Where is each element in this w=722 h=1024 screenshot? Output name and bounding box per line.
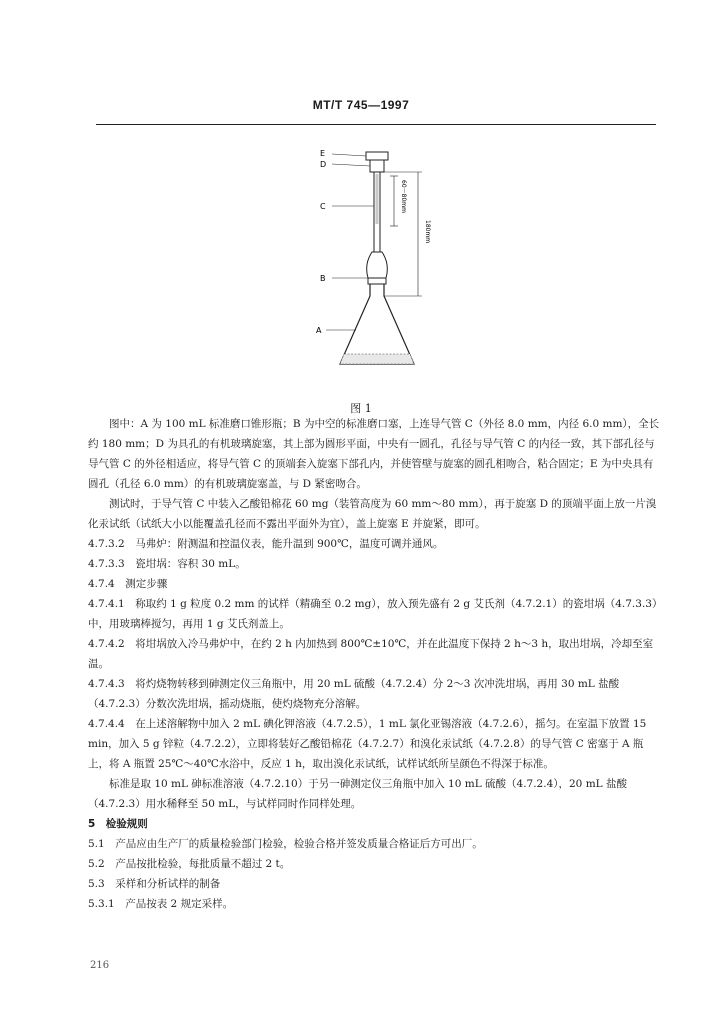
flask-liquid (340, 354, 414, 364)
section-heading: 5 检验规则 (88, 818, 148, 830)
dimension-long: 180mm (424, 220, 431, 244)
paragraph: 4.7.4.2 将坩埚放入冷马弗炉中，在约 2 h 内加热到 800℃±10℃，并在此温度下保持 2 h～3 h，取出坩埚，冷却至室温。 (88, 638, 654, 670)
paragraph: 4.7.4.3 将灼烧物转移到砷测定仪三角瓶中，用 20 mL 硫酸（4.7.2.4）分 2～3 次冲洗坩埚，再用 30 mL 盐酸（4.7.2.3）分数次洗坩埚，摇动烧瓶，使灼烧物充分溶解。 (88, 678, 620, 710)
label-c: C (320, 202, 326, 211)
label-a: A (316, 326, 322, 335)
label-d: D (320, 160, 327, 169)
paragraph: 测试时，于导气管 C 中装入乙酸铅棉花 60 mg（装管高度为 60 mm～80 mm），再于旋塞 D 的顶端平面上放一片溴化汞试纸（试纸大小以能覆盖孔径而不露出平面外为宜），盖上旋塞 E 并旋紧，即可。 (88, 498, 657, 530)
paragraph: 4.7.3.2 马弗炉：附测温和控温仪表，能升温到 900℃，温度可调并通风。 (88, 538, 444, 550)
label-b: B (320, 274, 326, 283)
paragraph: 4.7.4.1 称取约 1 g 粒度 0.2 mm 的试样（精确至 0.2 mg），放入预先盛有 2 g 艾氏剂（4.7.2.1）的瓷坩埚（4.7.3.3）中，用玻璃棒搅匀，再用 1 g 艾氏剂盖上。 (88, 598, 658, 630)
apparatus-figure (318, 146, 438, 386)
page-header: MT/T 745—1997 (312, 98, 410, 112)
paragraph: 4.7.4.4 在上述溶解物中加入 2 mL 碘化钾溶液（4.7.2.5），1 mL 氯化亚锡溶液（4.7.2.6），摇匀。在室温下放置 15 min，加入 5 g 锌粒（4.7.2.2），立即将装好乙酸铅棉花（4.7.2.7）和溴化汞试纸（4.7.2.8）的导气管 C 密塞于 A 瓶上，将 A 瓶置 25℃～40℃水浴中，反应 1 h，取出溴化汞试纸，试样试纸所呈颜色不得深于标准。 (88, 718, 647, 770)
stopper-b (367, 252, 388, 278)
paragraph: 5.3 采样和分析试样的制备 (88, 878, 221, 890)
dimension-short: 60～80mm (400, 180, 407, 213)
cap-e (366, 152, 388, 160)
stopper-d (370, 160, 384, 172)
label-e: E (320, 149, 326, 158)
paragraph: 5.1 产品应由生产厂的质量检验部门检验，检验合格并签发质量合格证后方可出厂。 (88, 838, 483, 850)
header-rule (96, 124, 656, 125)
paragraph: 标准是取 10 mL 砷标准溶液（4.7.2.10）于另一砷测定仪三角瓶中加入 10 mL 硫酸（4.7.2.4），20 mL 盐酸（4.7.2.3）用水稀释至 50 mL，与试样同时作同样处理。 (88, 778, 627, 810)
page-number: 216 (90, 960, 110, 971)
body-text (88, 414, 660, 914)
paragraph: 4.7.3.3 瓷坩埚：容积 30 mL。 (88, 558, 246, 570)
paragraph: 5.2 产品按批检验，每批质量不超过 2 t。 (88, 858, 291, 870)
paragraph: 图中：A 为 100 mL 标准磨口锥形瓶；B 为中空的标准磨口塞，上连导气管 C（外径 8.0 mm，内径 6.0 mm），全长约 180 mm；D 为具孔的有机玻璃旋塞，其上部为圆形平面，中央有一圆孔，孔径与导气管 C 的内径一致，其下部孔径与导气管 C 的外径相适应，将导气管 C 的顶端套入旋塞下部孔内，并使管壁与旋塞的圆孔相吻合，粘合固定；E 为中央具有圆孔（孔径 6.0 mm）的有机玻璃旋塞盖，与 D 紧密吻合。 (88, 418, 660, 490)
figure-caption: 图 1 (350, 402, 372, 415)
section-heading: 4.7.4 测定步骤 (88, 578, 168, 590)
paragraph: 5.3.1 产品按表 2 规定采样。 (88, 898, 234, 910)
